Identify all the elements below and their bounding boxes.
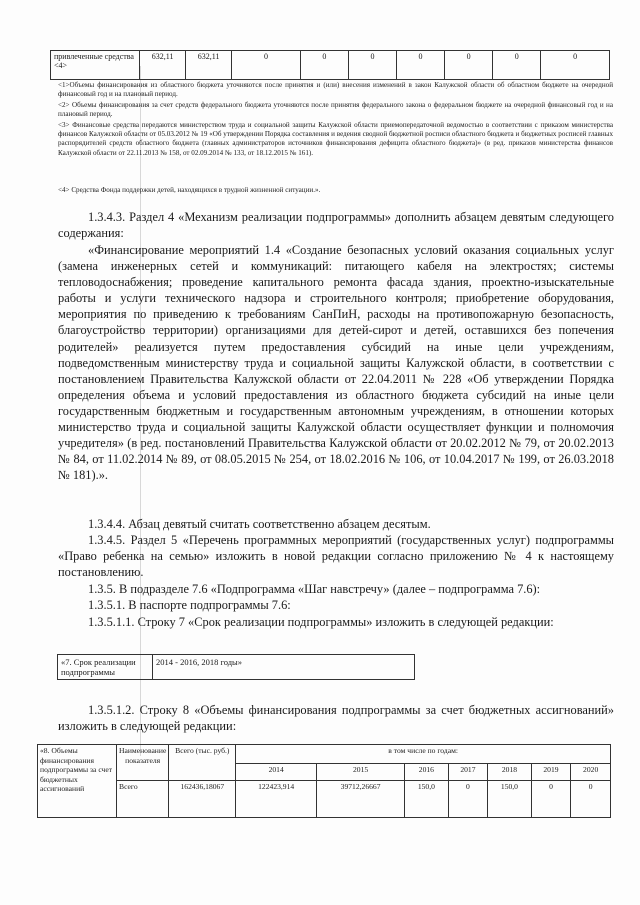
funding-table-fragment xyxy=(50,50,610,80)
table-cell: 632,11 xyxy=(186,51,232,80)
table-cell: 150,0 xyxy=(405,781,448,818)
table-cell: 0 xyxy=(348,51,396,80)
financing-table xyxy=(37,744,611,818)
row-name: Всего xyxy=(117,781,169,818)
year-header: 2015 xyxy=(317,764,405,781)
footnote-2: <2> Объемы финансирования за счет средств федерального бюджета уточняются после принятия федерального закона о федеральном бюджете на очередной финансовый год и на плановый период. xyxy=(58,101,613,119)
table-cell: 632,11 xyxy=(140,51,186,80)
table-cell: 0 xyxy=(445,51,493,80)
column-header: Всего (тыс. руб.) xyxy=(169,745,236,781)
year-header: 2017 xyxy=(448,764,488,781)
year-header: 2016 xyxy=(405,764,448,781)
table-row xyxy=(51,51,610,80)
table-cell: 150,0 xyxy=(488,781,531,818)
table-row xyxy=(38,781,611,818)
term-table xyxy=(57,654,415,680)
table-header-row xyxy=(38,745,611,764)
table-cell: 0 xyxy=(300,51,348,80)
table-cell: 0 xyxy=(232,51,301,80)
paragraph-financing: «Финансирование мероприятий 1.4 «Создание безопасных условий оказания социальных услуг (замена инженерных сетей и коммуникаций: питающего кабеля на электростях; системы тепловодоснабжения; проведение капитального ремонта фасада здания, проектно-изыскательные работы и услуги технического надзора и строительного контроля; приобретение оборудования, мероприятия по приведению к требованиям СанПиН, расходы на противопожарную безопасность, благоустройство территории) организациями для детей-сирот и детей, оставшихся без попечения родителей» реализуется путем предоставления субсидий на иные цели учреждениям, подведомственным министерству труда и социальной защиты Калужской области, в соответствии с постановлением Правительства Калужской области от 22.04.2011 № 228 «Об утверждении Порядка определения объема и условий предоставления из областного бюджета субсидий на иные цели государственным бюджетным и государственным автономным учреждениям, в отношении которых министерство труда и социальной защиты Калужской области осуществляет функции и полномочия учредителя» (в ред. постановлений Правительства Калужской области от 20.02.2012 № 79, от 20.02.2013 № 84, от 11.02.2014 № 89, от 08.05.2015 № 254, от 18.02.2016 № 106, от 10.04.2017 № 199, от 26.03.2018 № 181).». xyxy=(58,243,614,483)
table-cell: 0 xyxy=(541,51,610,80)
row-label: привлеченные средства <4> xyxy=(51,51,140,80)
year-header: 2014 xyxy=(236,764,317,781)
table-cell: 162436,18067 xyxy=(169,781,236,818)
footnote-1: <1>Объемы финансирования из областного бюджета уточняются после принятия и (или) внесения изменений в закон Калужской области об областном бюджете на очередной финансовый год и на плановый период. xyxy=(58,81,613,99)
footnote-3: <3> Финансовые средства передаются министерством труда и социальной защиты Калужской области приемопередаточной ведомостью в соответствии с приказом министерства финансов Калужской области от 05.03.2012 № 19 «Об утверждении Порядка составления и ведения сводной бюджетной росписи областного бюджета и бюджетных росписей главных распорядителей средств областного бюджета (главных администраторов источников финансирования дефицита областного бюджета)» (в ред. приказов министерства финансов Калужской области от 22.11.2013 № 158, от 02.09.2014 № 133, от 18.12.2015 № 161). xyxy=(58,121,613,157)
paragraph-1-3-4-3: 1.3.4.3. Раздел 4 «Механизм реализации подпрограммы» дополнить абзацем девятым следующего содержания: xyxy=(58,210,614,241)
paragraph-1-3-5-1-2: 1.3.5.1.2. Строку 8 «Объемы финансирования подпрограммы за счет бюджетных ассигнований» изложить в следующей редакции: xyxy=(58,703,614,734)
table-cell: 39712,26667 xyxy=(317,781,405,818)
footnote-4: <4> Средства Фонда поддержки детей, находящихся в трудной жизненной ситуации.». xyxy=(58,186,321,194)
paragraph-1-3-4-4: 1.3.4.4. Абзац девятый считать соответственно абзацем десятым. xyxy=(88,517,431,531)
year-header: 2019 xyxy=(531,764,571,781)
table-cell: 122423,914 xyxy=(236,781,317,818)
table-cell: 0 xyxy=(448,781,488,818)
term-value: 2014 - 2016, 2018 годы» xyxy=(153,655,415,680)
column-header: Наименование показателя xyxy=(117,745,169,781)
table-cell: 0 xyxy=(493,51,541,80)
years-header: в том числе по годам: xyxy=(236,745,611,764)
term-label: «7. Срок реализации подпрограммы xyxy=(58,655,153,680)
year-header: 2018 xyxy=(488,764,531,781)
paragraph-1-3-5-1: 1.3.5.1. В паспорте подпрограммы 7.6: xyxy=(88,598,291,612)
paragraph-1-3-5: 1.3.5. В подразделе 7.6 «Подпрограмма «Шаг навстречу» (далее – подпрограмма 7.6): xyxy=(88,582,541,596)
paragraph-1-3-4-5: 1.3.4.5. Раздел 5 «Перечень программных мероприятий (государственных услуг) подпрограммы «Право ребенка на семью» изложить в новой редакции согласно приложению № 4 к настоящему постановлению. xyxy=(58,533,614,580)
financing-label: «8. Объемы финансирования подпрограммы за счет бюджетных ассигнований xyxy=(38,745,117,818)
table-cell: 0 xyxy=(571,781,611,818)
paragraph-1-3-5-1-1: 1.3.5.1.1. Строку 7 «Срок реализации подпрограммы» изложить в следующей редакции: xyxy=(88,615,554,629)
table-cell: 0 xyxy=(531,781,571,818)
table-cell: 0 xyxy=(397,51,445,80)
year-header: 2020 xyxy=(571,764,611,781)
table-row xyxy=(58,655,415,680)
